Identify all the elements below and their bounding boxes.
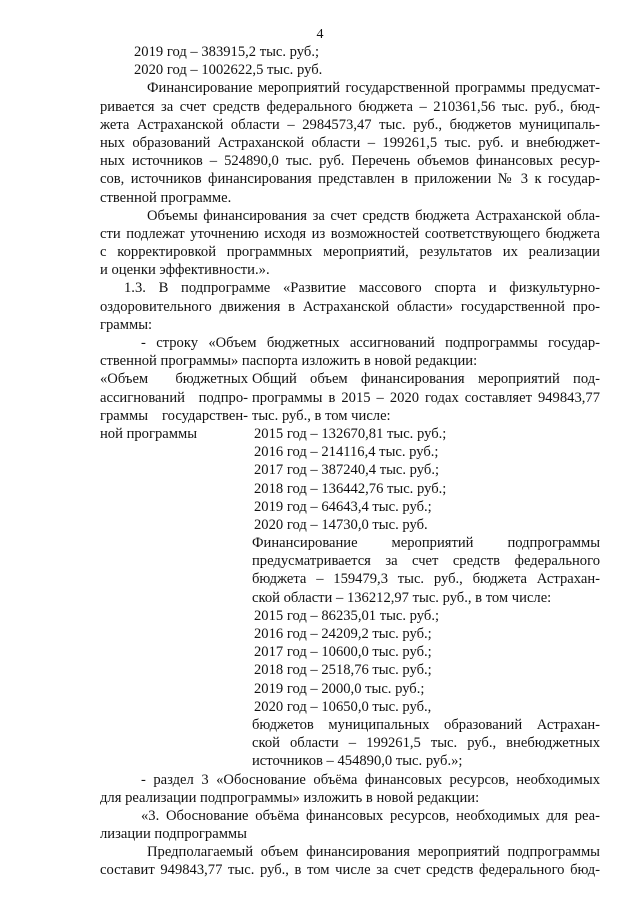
text-line: ской области – 199261,5 тыс. руб., внебюджетных (252, 735, 600, 752)
text-line: сов, источников финансирования представлен в приложении № 3 к государ- (100, 171, 600, 188)
text-line: тыс. руб., в том числе: (252, 407, 391, 424)
text-line: программы в 2015 – 2020 годах составляет 949843,77 (252, 389, 600, 406)
text-line: Общий объем финансирования мероприятий под- (252, 371, 600, 388)
text-line: 2015 год – 86235,01 тыс. руб.; (254, 607, 440, 624)
text-line: 2019 год – 2000,0 тыс. руб.; (254, 680, 425, 697)
text-block-bottom (100, 771, 600, 880)
text-line: ной программы (100, 425, 198, 442)
text-line: «3. Обоснование объёма финансовых ресурсов, необходимых для реа- (141, 807, 600, 824)
text-line: сти подлежат уточнению исходя из возможностей соответствующего бюджета (100, 225, 600, 242)
text-line: граммы: (100, 316, 153, 333)
text-line: ственной программы» паспорта изложить в новой редакции: (100, 353, 478, 370)
text-line: ных образований Астраханской области – 199261,5 тыс. руб. и внебюджет- (100, 134, 600, 151)
text-line: 2019 год – 64643,4 тыс. руб.; (254, 498, 432, 515)
text-block-top (100, 43, 600, 370)
text-line: ривается за счет средств федерального бюджета – 210361,56 тыс. руб., бюд- (100, 98, 600, 115)
text-line: ской области – 136212,97 тыс. руб., в том числе: (252, 589, 552, 606)
text-line: Объемы финансирования за счет средств бюджета Астраханской обла- (147, 207, 600, 224)
text-line: ассигнований подпро- (100, 389, 248, 406)
text-line: предусматривается за счет средств федерального (252, 553, 600, 570)
text-line: для реализации подпрограммы» изложить в новой редакции: (100, 789, 480, 806)
text-line: бюджетов муниципальных образований Астрахан- (252, 716, 600, 733)
text-line: Предполагаемый объем финансирования мероприятий подпрограммы (147, 844, 600, 861)
text-line: 2020 год – 14730,0 тыс. руб. (254, 516, 428, 533)
text-line: ных источников – 524890,0 тыс. руб. Перечень объемов финансовых ресур- (100, 153, 600, 170)
text-line: 2016 год – 214116,4 тыс. руб.; (254, 444, 439, 461)
text-line: - раздел 3 «Обоснование объёма финансовых ресурсов, необходимых (141, 771, 600, 788)
text-line: 2020 год – 10650,0 тыс. руб., (254, 698, 432, 715)
text-line: оздоровительного движения в Астраханской области» государственной про- (100, 298, 600, 315)
text-line: 2020 год – 1002622,5 тыс. руб. (134, 62, 323, 79)
text-line: составит 949843,77 тыс. руб., в том числе за счет средств федерального бюд- (100, 862, 600, 879)
text-line: «Объем бюджетных (100, 371, 248, 388)
text-line: 2018 год – 2518,76 тыс. руб.; (254, 662, 432, 679)
text-line: 2018 год – 136442,76 тыс. руб.; (254, 480, 447, 497)
text-line: Финансирование мероприятий подпрограммы (252, 535, 600, 552)
document-body (100, 43, 600, 880)
passport-table (100, 370, 600, 770)
text-line: граммы государствен- (100, 407, 248, 424)
text-line: 1.3. В подпрограмме «Развитие массового спорта и физкультурно- (124, 280, 600, 297)
text-line: с корректировкой программных мероприятий, результатов их реализации (100, 244, 600, 261)
text-line: ственной программе. (100, 189, 232, 206)
text-line: 2015 год – 132670,81 тыс. руб.; (254, 425, 447, 442)
page-number: 4 (316, 27, 324, 42)
text-line: 2017 год – 10600,0 тыс. руб.; (254, 644, 432, 661)
text-line: 2017 год – 387240,4 тыс. руб.; (254, 462, 440, 479)
text-line: лизации подпрограммы (100, 826, 247, 843)
text-line: источников – 454890,0 тыс. руб.»; (252, 753, 463, 770)
text-line: жета Астраханской области – 2984573,47 тыс. руб., бюджетов муниципаль- (100, 116, 600, 133)
text-line: 2016 год – 24209,2 тыс. руб.; (254, 626, 432, 642)
text-line: бюджета – 159479,3 тыс. руб., бюджета Астрахан- (252, 571, 600, 588)
text-line: Финансирование мероприятий государственной программы предусмат- (147, 80, 600, 97)
text-line: и оценки эффективности.». (100, 262, 270, 279)
passport-table-value (248, 370, 600, 770)
text-line: 2019 год – 383915,2 тыс. руб.; (134, 44, 320, 60)
text-line: - строку «Объем бюджетных ассигнований подпрограммы государ- (141, 335, 600, 351)
passport-table-label (100, 370, 248, 770)
